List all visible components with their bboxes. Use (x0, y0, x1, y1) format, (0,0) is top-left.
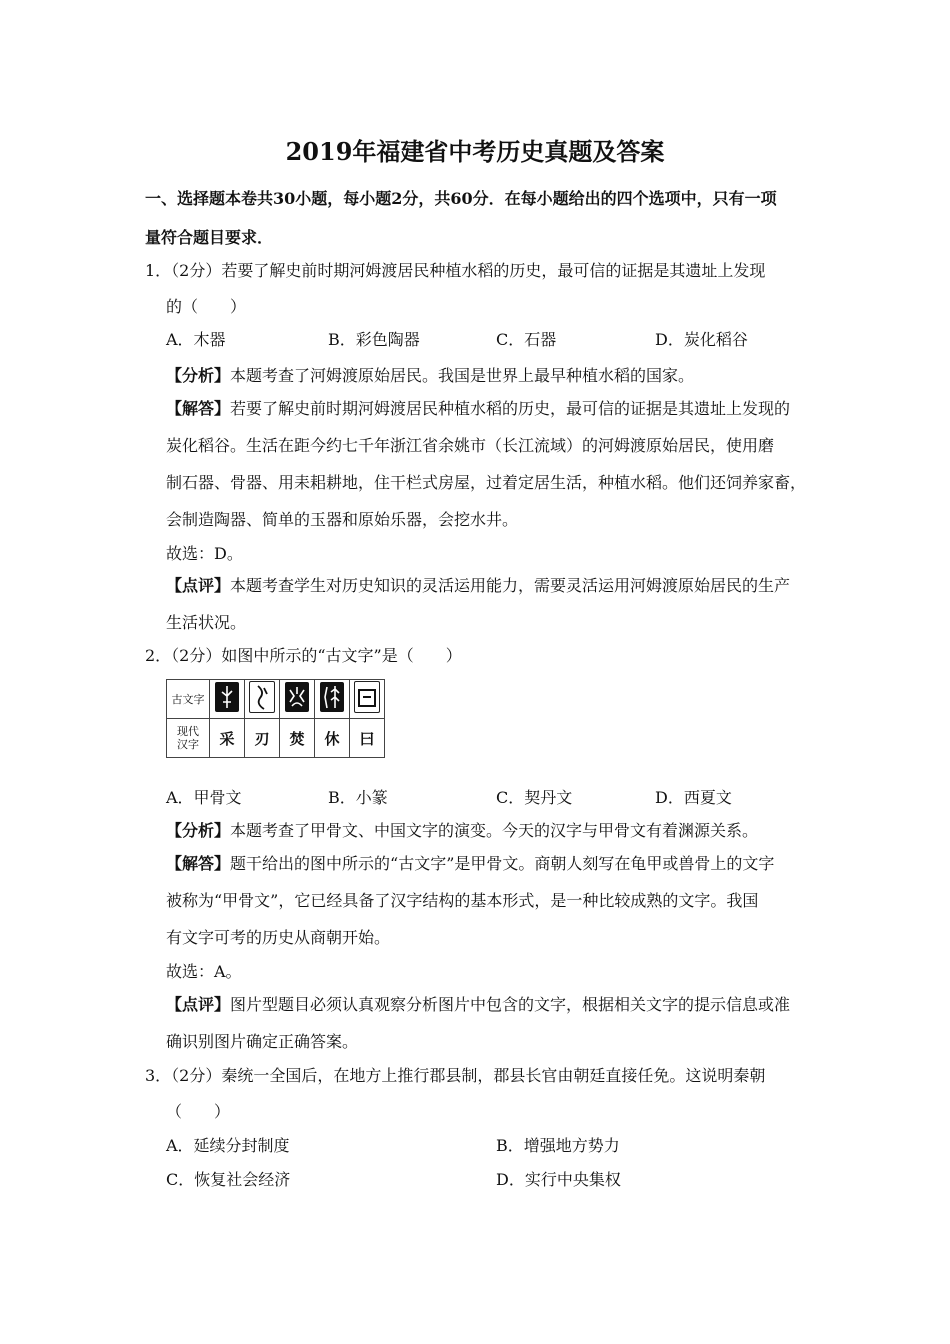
q2-choice: 故选：A。 (166, 962, 242, 981)
section-header-line2: 量符合题目要求． (145, 228, 274, 247)
row-header-ancient: 古文字 (167, 680, 210, 719)
modern-char: 焚 (280, 719, 315, 758)
q2-option-d: D．西夏文 (655, 788, 732, 807)
oracle-glyph-image (215, 682, 239, 712)
comment-label: 【点评】 (166, 995, 231, 1014)
comment-text: 本题考查学生对历史知识的灵活运用能力，需要灵活运用河姆渡原始居民的生产 (230, 576, 791, 595)
q1-answer-line1 (166, 398, 790, 420)
page-title: 2019年福建省中考历史真题及答案 (285, 137, 665, 166)
q2-comment-line2: 确识别图片确定正确答案。 (166, 1032, 359, 1051)
q1-choice: 故选：D。 (166, 544, 243, 563)
q1-option-a: A．木器 (166, 330, 226, 349)
modern-char: 曰 (350, 719, 385, 758)
q2-option-b: B．小篆 (328, 788, 388, 807)
q3-stem-line2: （ ） (166, 1102, 231, 1121)
q1-answer-line4: 会制造陶器、简单的玉器和原始乐器，会挖水井。 (166, 510, 519, 529)
analysis-text: 本题考查了甲骨文、中国文字的演变。今天的汉字与甲骨文有着渊源关系。 (230, 821, 759, 840)
table-row (167, 680, 385, 719)
q3-option-c: C．恢复社会经济 (166, 1170, 291, 1189)
q1-comment-line1 (166, 575, 790, 597)
q1-analysis (166, 365, 694, 387)
section-header-line1: 一、选择题本卷共30小题，每小题2分，共60分．在每小题给出的四个选项中，只有一项 (145, 189, 777, 208)
q1-option-b: B．彩色陶器 (328, 330, 420, 349)
q1-option-d: D．炭化稻谷 (655, 330, 748, 349)
q3-option-d: D．实行中央集权 (496, 1170, 621, 1189)
q1-option-c: C．石器 (496, 330, 557, 349)
q2-option-c: C．契丹文 (496, 788, 573, 807)
q1-answer-line3: 制石器、骨器、用耒耜耕地，住干栏式房屋，过着定居生活，种植水稻。他们还饲养家畜， (166, 473, 807, 492)
q2-comment-line1 (166, 994, 790, 1016)
answer-label: 【解答】 (166, 854, 231, 873)
q3-option-b: B．增强地方势力 (496, 1136, 620, 1155)
oracle-glyph-image (354, 681, 380, 713)
row-header-modern-line1: 现代 (177, 725, 199, 738)
q2-stem: 2．（2分）如图中所示的“古文字”是（ ） (145, 646, 462, 665)
glyph-cell (245, 680, 280, 719)
answer-label: 【解答】 (166, 399, 231, 418)
q2-answer-line2: 被称为“甲骨文”，它已经具备了汉字结构的基本形式，是一种比较成熟的文字。我国 (166, 891, 759, 910)
answer-text: 题干给出的图中所示的“古文字”是甲骨文。商朝人刻写在龟甲或兽骨上的文字 (230, 854, 775, 873)
glyph-cell (280, 680, 315, 719)
q2-analysis (166, 820, 758, 842)
glyph-cell (315, 680, 350, 719)
analysis-text: 本题考查了河姆渡原始居民。我国是世界上最早种植水稻的国家。 (230, 366, 695, 385)
q3-stem-line1: 3．（2分）秦统一全国后，在地方上推行郡县制，郡县长官由朝廷直接任免。这说明秦朝 (145, 1066, 766, 1085)
oracle-glyph-image (320, 682, 344, 712)
comment-text: 图片型题目必须认真观察分析图片中包含的文字，根据相关文字的提示信息或准 (230, 995, 791, 1014)
q2-option-a: A．甲骨文 (166, 788, 242, 807)
comment-label: 【点评】 (166, 576, 231, 595)
q2-answer-line3: 有文字可考的历史从商朝开始。 (166, 928, 391, 947)
glyph-cell (350, 680, 385, 719)
modern-char: 刃 (245, 719, 280, 758)
glyph-cell (210, 680, 245, 719)
oracle-glyph-image (285, 682, 309, 712)
row-header-modern (167, 719, 210, 758)
q1-stem-line2: 的（ ） (166, 297, 247, 316)
q3-option-a: A．延续分封制度 (166, 1136, 290, 1155)
q1-stem-line1: 1．（2分）若要了解史前时期河姆渡居民种植水稻的历史，最可信的证据是其遗址上发现 (145, 261, 766, 280)
answer-text: 若要了解史前时期河姆渡居民种植水稻的历史，最可信的证据是其遗址上发现的 (230, 399, 791, 418)
ancient-script-table (166, 679, 385, 758)
table-row (167, 719, 385, 758)
modern-char: 采 (210, 719, 245, 758)
oracle-glyph-image (249, 681, 275, 713)
q1-answer-line2: 炭化稻谷。生活在距今约七千年浙江省余姚市（长江流域）的河姆渡原始居民，使用磨 (166, 436, 775, 455)
q1-comment-line2: 生活状况。 (166, 613, 247, 632)
analysis-label: 【分析】 (166, 366, 231, 385)
analysis-label: 【分析】 (166, 821, 231, 840)
q2-answer-line1 (166, 853, 774, 875)
row-header-modern-line2: 汉字 (177, 738, 199, 751)
modern-char: 休 (315, 719, 350, 758)
